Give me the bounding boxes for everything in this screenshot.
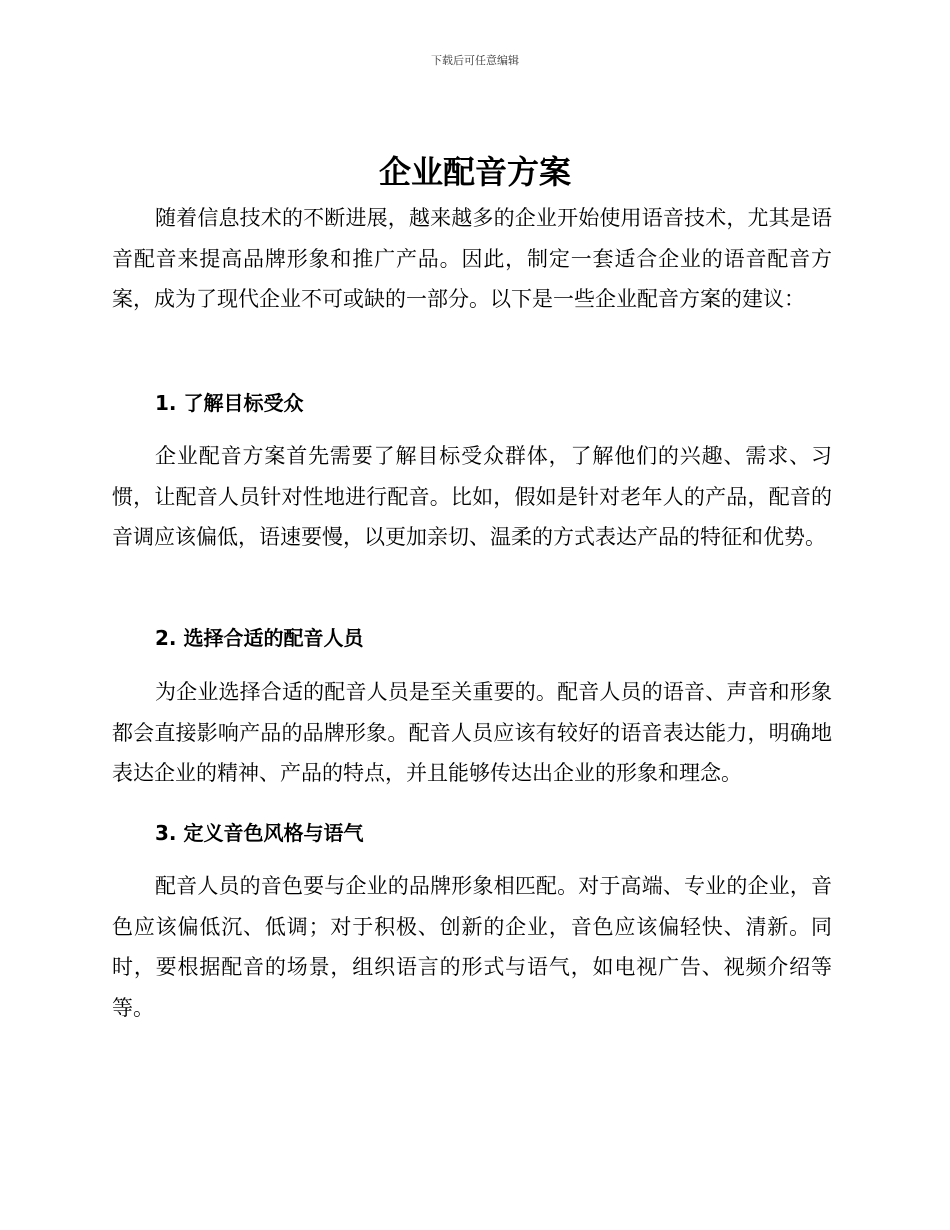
header-note: 下载后可任意编辑 xyxy=(431,54,519,67)
section-1-heading: 1. 了解目标受众 xyxy=(155,391,304,415)
section-3-body: 配音人员的音色要与企业的品牌形象相匹配。对于高端、专业的企业，音色应该偏低沉、低调；对于积极、创新的企业，音色应该偏轻快、清新。同时，要根据配音的场景，组织语言的形式与语气，如电视广告、视频介绍等等。 xyxy=(112,874,832,1020)
section-2-heading: 2. 选择合适的配音人员 xyxy=(155,626,364,650)
section-3-heading: 3. 定义音色风格与语气 xyxy=(155,821,364,845)
intro-paragraph: 随着信息技术的不断进展，越来越多的企业开始使用语音技术，尤其是语音配音来提高品牌形象和推广产品。因此，制定一套适合企业的语音配音方案，成为了现代企业不可或缺的一部分。以下是一些企业配音方案的建议： xyxy=(112,206,832,311)
document-title: 企业配音方案 xyxy=(378,153,571,191)
section-1-body: 企业配音方案首先需要了解目标受众群体，了解他们的兴趣、需求、习惯，让配音人员针对性地进行配音。比如，假如是针对老年人的产品，配音的音调应该偏低，语速要慢，以更加亲切、温柔的方式表达产品的特征和优势。 xyxy=(112,444,832,549)
section-2-body: 为企业选择合适的配音人员是至关重要的。配音人员的语音、声音和形象都会直接影响产品的品牌形象。配音人员应该有较好的语音表达能力，明确地表达企业的精神、产品的特点，并且能够传达出企业的形象和理念。 xyxy=(112,680,832,785)
